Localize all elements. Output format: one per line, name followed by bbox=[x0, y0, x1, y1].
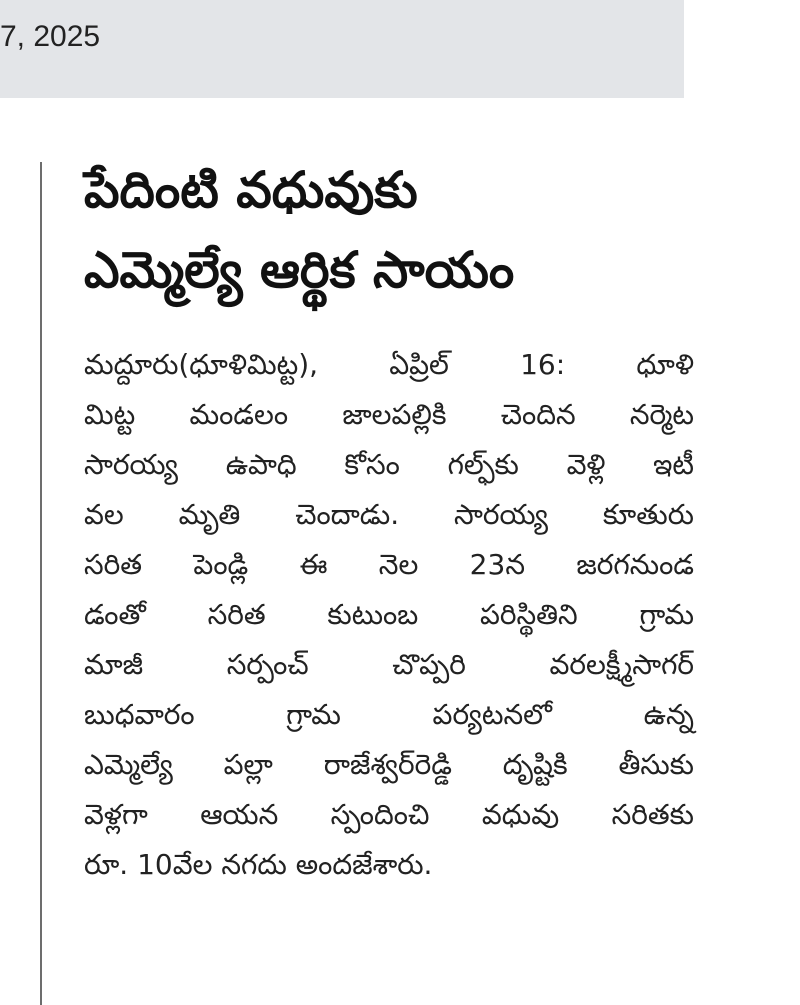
body-line: మాజీ సర్పంచ్ చొప్పరి వరలక్ష్మీసాగర్ bbox=[84, 648, 694, 681]
body-line: రూ. 10వేల నగదు అందజేశారు. bbox=[84, 848, 433, 881]
body-line: వెళ్లగా ఆయన స్పందించి వధువు సరితకు bbox=[84, 798, 694, 831]
body-line: ఎమ్మెల్యే పల్లా రాజేశ్వర్‌రెడ్డి దృష్టికి తీసుకు bbox=[84, 748, 694, 781]
body-line: మిట్ట మండలం జాలపల్లికి చెందిన నర్మెట bbox=[84, 398, 694, 431]
body-line: సారయ్య ఉపాధి కోసం గల్ఫ్‌కు వెళ్లి ఇటీ bbox=[84, 448, 694, 481]
article-body bbox=[84, 340, 694, 890]
body-line: మద్దూరు(ధూళిమిట్ట), ఏప్రిల్ 16: ధూళి bbox=[84, 348, 694, 381]
column-divider bbox=[40, 162, 42, 1005]
news-article bbox=[84, 150, 694, 890]
body-line: సరిత పెండ్లి ఈ నెల 23న జరగనుండ bbox=[84, 548, 694, 581]
body-line: వల మృతి చెందాడు. సారయ్య కూతురు bbox=[84, 498, 694, 531]
headline-line: పేదింటి వధువుకు bbox=[84, 161, 418, 219]
date-bar bbox=[0, 0, 684, 98]
body-line: బుధవారం గ్రామ పర్యటనలో ఉన్న bbox=[84, 698, 694, 731]
publication-date: 7, 2025 bbox=[0, 20, 101, 53]
headline-line: ఎమ్మెల్యే ఆర్థిక సాయం bbox=[84, 241, 515, 299]
article-headline bbox=[84, 150, 694, 310]
body-line: డంతో సరిత కుటుంబ పరిస్థితిని గ్రామ bbox=[84, 598, 694, 631]
